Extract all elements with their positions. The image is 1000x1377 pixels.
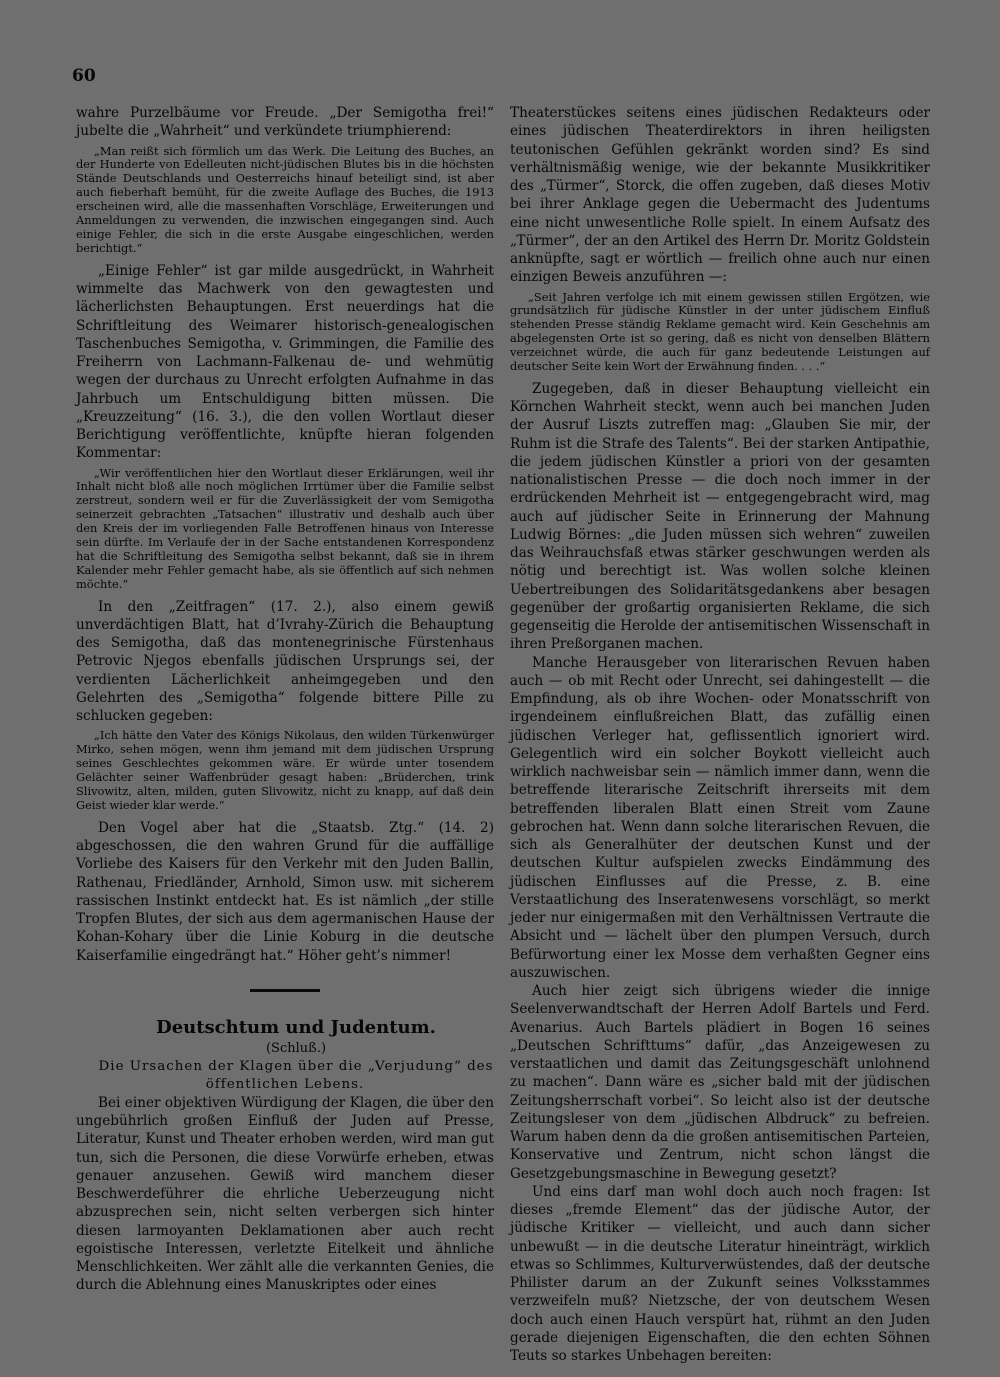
paragraph: Bei einer objektiven Würdigung der Klagen, die über den ungebührlich großen Einfluß der Juden auf Presse, Literatur, Kunst und Theater erhoben werden, wird man gut tun, sich die Personen, die diese Vorwürfe erheben, etwas genauer anzusehen. Gewiß wird manchem dieser Beschwerdeführer die ehrliche Ueberzeugung nicht abzusprechen sein, nicht selten verbergen sich hinter diesen larmoyanten Deklamationen aber auch recht egoistische Interessen, verletzte Eitelkeit und ähnliche Menschlichkeiten. Wer zählt alle die verkannten Genies, die durch die Ablehnung eines Manuskriptes oder eines: [76, 1094, 494, 1294]
article-subheading: (Schluß.): [265, 1040, 327, 1056]
paragraph: In den „Zeitfragen“ (17. 2.), also einem gewiß unverdächtigen Blatt, hat d’Ivrahy-Zürich die Behauptung des Semigotha, daß das montenegrinische Fürstenhaus Petrovic Njegos ebenfalls jüdischen Ursprungs sei, der verdienten Lächerlichkeit anheimgegeben und den Gelehrten des „Semigotha“ folgende bittere Pille zu schlucken gegeben:: [76, 598, 494, 725]
quote-block: „Ich hätte den Vater des Königs Nikolaus, den wilden Türkenwürger Mirko, sehen mögen, wenn ihm jemand mit dem jüdischen Ursprung seines Geschlechtes gekommen wäre. Er würde unter tosendem Gelächter seiner Waffenbrüder gesagt haben: „Brüderchen, trink Slivowitz, alten, milden, guten Slivowitz, nicht zu knapp, auf daß dein Geist wieder klar werde.“: [76, 728, 494, 812]
quote-block: „Wir veröffentlichen hier den Wortlaut dieser Erklärungen, weil ihr Inhalt nicht bloß alle noch möglichen Irrtümer über die Familie selbst zerstreut, sondern weil er für die Zuverlässigkeit der vom Semigotha seinerzeit gebrachten „Tatsachen“ illustrativ und deshalb auch über den Kreis der im vorliegenden Falle Betroffenen hinaus von Interesse sein dürfte. Im Verlaufe der in der Sache entstandenen Korrespondenz hat die Schriftleitung des Semigotha selbst bekannt, daß sie in ihrem Kalender mehr Fehler gemacht habe, als sie öffentlich auf sich nehmen möchte.“: [76, 465, 494, 591]
quote-block: „Man reißt sich förmlich um das Werk. Die Leitung des Buches, an der Hunderte von Edelleuten nicht-jüdischen Blutes bis in die höchsten Stände Deutschlands und Oesterreichs hinauf beteiligt sind, ist aber auch fieberhaft bemüht, für die zweite Auflage des Buches, die 1913 erscheinen wird, alle die massenhaften Vorschläge, Erweiterungen und Anmeldungen zu verwenden, die inzwischen eingegangen sind. Auch einige Fehler, die sich in die erste Ausgabe eingeschlichen, werden berichtigt.“: [76, 143, 494, 255]
paragraph: „Einige Fehler“ ist gar milde ausgedrückt, in Wahrheit wimmelte das Machwerk von den gewagtesten und lächerlichsten Behauptungen. Erst neuerdings hat die Schriftleitung des Weimarer historisch-genealogischen Taschenbuches Semigotha, v. Grimmingen, die Familie des Freiherrn von Lachmann-Falkenau de- und wehmütig wegen der durchaus zu Unrecht erfolgten Aufnahme in das Jahrbuch um Entschuldigung bitten müssen. Die „Kreuzzeitung“ (16. 3.), die den vollen Wortlaut dieser Berichtigung veröffentlichte, knüpfte hieran folgenden Kommentar:: [76, 262, 494, 462]
paragraph: Theaterstückes seitens eines jüdischen Redakteurs oder eines jüdischen Theaterdirektors in ihren heiligsten teutonischen Gefühlen gekränkt worden sind? Es sind verhältnismäßig wenige, wie der bekannte Musikkritiker des „Türmer“, Storck, die offen zugeben, daß dieses Motiv bei ihrer Anklage gegen die Uebermacht des Judentums eine nicht unwesentliche Rolle spielt. In einem Aufsatz des „Türmer“, der an den Artikel des Herrn Dr. Moritz Goldstein anknüpfte, sagt er wörtlich — freilich ohne auch nur einen einzigen Beweis anzuführen —:: [510, 105, 930, 286]
paragraph: wahre Purzelbäume vor Freude. „Der Semigotha frei!“ jubelte die „Wahrheit“ und verkündete triumphierend:: [76, 105, 494, 140]
left-column: [76, 104, 494, 1295]
section-title: Die Ursachen der Klagen über die „Verjudung“ des öffentlichen Lebens.: [98, 1058, 494, 1092]
article-heading: Deutschtum und Judentum.: [156, 1016, 436, 1038]
paragraph: Zugegeben, daß in dieser Behauptung vielleicht ein Körnchen Wahrheit steckt, wenn auch bei manchen Juden der Ausruf Liszts zutreffen mag: „Glauben Sie mir, der Ruhm ist die Strafe des Talents“. Bei der starken Antipathie, die jedem jüdischen Künstler a priori von der gesamten nationalistischen Presse — die doch noch immer in der erdrückenden Mehrheit ist — entgegengebracht wird, mag auch auf jüdischer Seite in Erinnerung der Mahnung Ludwig Börnes: „die Juden müssen sich wehren“ zuweilen das Weihrauchsfaß etwas stärker geschwungen werden als nötig und berechtigt ist. Was wollen solche kleinen Uebertreibungen des Solidaritätsgedankens aber besagen gegenüber der großartig organisierten Reklame, die sich gegenseitig die Herolde der antisemitischen Wissenschaft in ihren Preßorganen machen.: [510, 380, 930, 653]
right-column: [510, 104, 930, 1365]
quote-block: „Seit Jahren verfolge ich mit einem gewissen stillen Ergötzen, wie grundsätzlich für jüdische Künstler in der unter jüdischem Einfluß stehenden Presse ständig Reklame gemacht wird. Kein Geschehnis am abgelegensten Orte ist so gering, daß es nicht von denselben Blättern verzeichnet würde, die auch für ganz bedeutende Leistungen auf deutscher Seite kein Wort der Erwähnung finden. . . .“: [510, 289, 930, 374]
paragraph: Den Vogel aber hat die „Staatsb. Ztg.“ (14. 2) abgeschossen, die den wahren Grund für die auffällige Vorliebe des Kaisers für den Verkehr mit den Juden Ballin, Rathenau, Friedländer, Arnhold, Simon usw. mit sicherem rassischen Instinkt entdeckt hat. Es ist nämlich „der stille Tropfen Blutes, der sich aus dem agermanischen Hause der Kohan-Kohary über die Linie Koburg in die deutsche Kaiserfamilie eingedrängt hat.“ Höher geht’s nimmer!: [76, 819, 494, 964]
paragraph: Auch hier zeigt sich übrigens wieder die innige Seelenverwandtschaft der Herren Adolf Bartels und Ferd. Avenarius. Auch Bartels plädiert in Bogen 16 seines „Deutschen Schrifttums“ dafür, „das Anzeigewesen zu verstaatlichen und damit das Zeitungsgeschäft unlohnend zu machen“. Dann wäre es „sicher bald mit der jüdischen Zeitungsherrschaft vorbei“. So leicht also ist der deutsche Zeitungsleser von dem „jüdischen Albdruck“ zu befreien. Warum haben denn da die großen antisemitischen Parteien, Konservative und Zentrum, nicht schon längst die Gesetzgebungsmaschine in Bewegung gesetzt?: [510, 983, 930, 1182]
paragraph: Manche Herausgeber von literarischen Revuen haben auch — ob mit Recht oder Unrecht, sei dahingestellt — die Empfindung, als ob ihre Wochen- oder Monatsschrift von irgendeinem einflußreichen Blatt, das zufällig einen jüdischen Verleger hat, geflissentlich ignoriert wird. Gelegentlich wird ein solcher Boykott vielleicht auch wirklich nachweisbar sein — nämlich immer dann, wenn die betreffende literarische Zeitschrift ihrerseits mit dem betreffenden liberalen Blatt einen Streit vom Zaune gebrochen hat. Wenn dann solche literarischen Revuen, die sich als Generalhüter der deutschen Kunst und der deutschen Kultur aufspielen zwecks Eindämmung des jüdischen Einflusses auf die Presse, z. B. eine Verstaatlichung des Inseratenwesens vorschlägt, so merkt jeder nur einigermaßen mit den Verhältnissen Vertraute die Absicht und — lächelt über den plumpen Versuch, durch Befürwortung einer lex Mosse dem verhaßten Gegner eins auszuwischen.: [510, 654, 930, 981]
section-divider: [250, 989, 320, 992]
page-number: 60: [72, 66, 96, 86]
paragraph: Und eins darf man wohl doch auch noch fragen: Ist dieses „fremde Element“ das der jüdische Autor, der jüdische Kritiker — vielleicht, und auch dann sicher unbewußt — in die deutsche Literatur hineinträgt, wirklich etwas so Schlimmes, Kulturverwüstendes, daß der deutsche Philister darum an der Zukunft seines Volksstammes verzweifeln muß? Nietzsche, der von deutschem Wesen doch auch einen Hauch verspürt hat, rühmt an den Juden gerade diejenigen Eigenschaften, die den echten Söhnen Teuts so starkes Unbehagen bereiten:: [510, 1183, 930, 1365]
